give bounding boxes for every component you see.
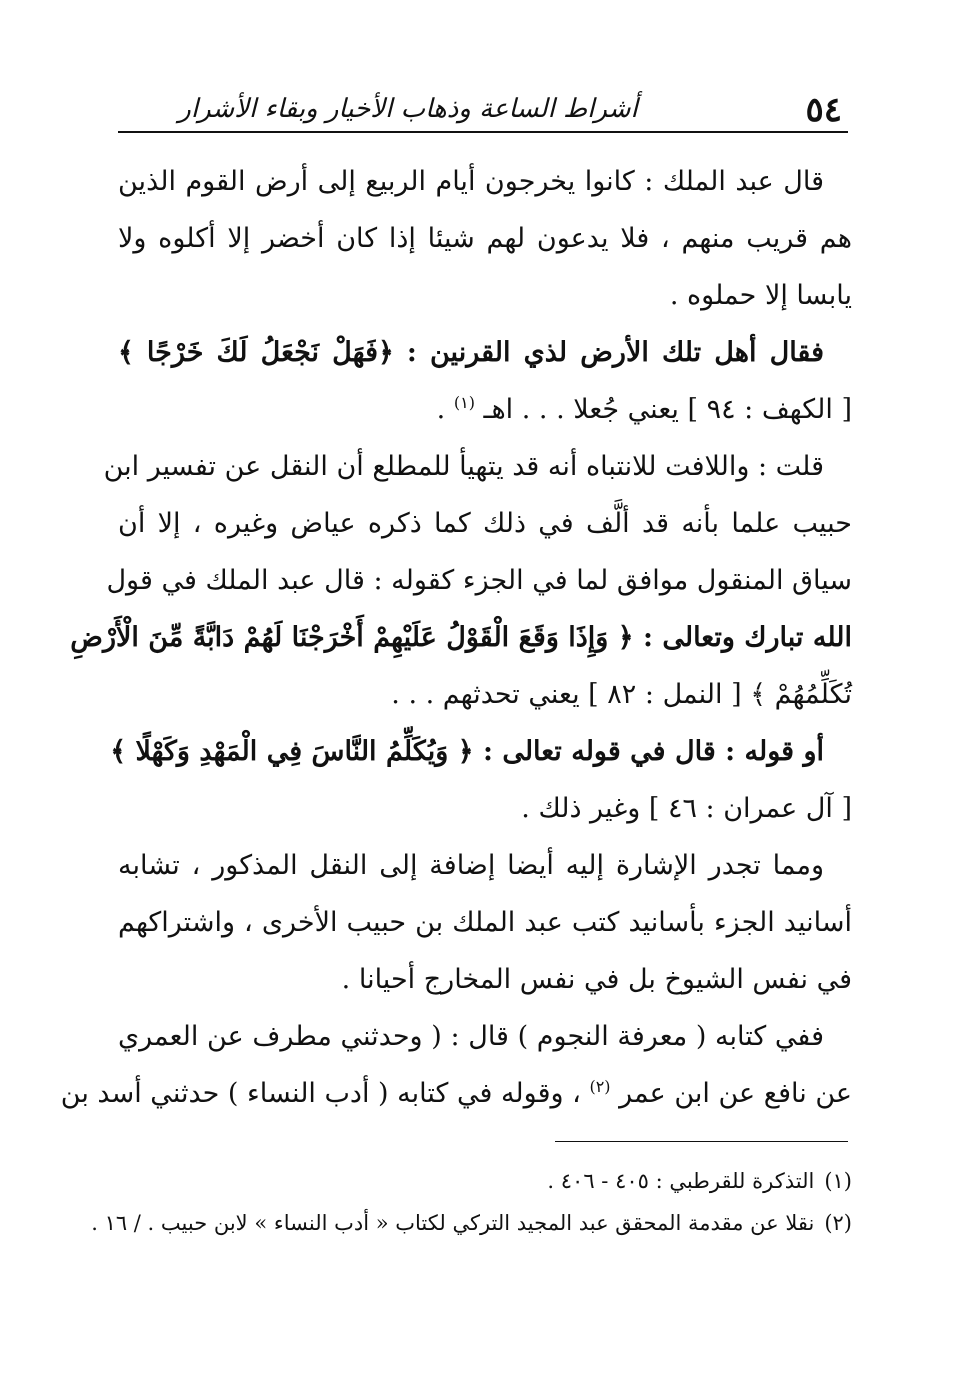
paragraph-chains bbox=[118, 837, 852, 1008]
footnote-ref-2[interactable]: (٢) bbox=[589, 1077, 611, 1096]
text-line: قلت : واللافت للانتباه أنه قد يتهيأ للمطلع أن النقل عن تفسير ابن bbox=[103, 451, 824, 482]
paragraph-dhul-qarnayn bbox=[118, 324, 852, 438]
text-line: حبيب علما بأنه قد ألَّف في ذلك كما ذكره عياض وغيره ، إلا أن bbox=[118, 508, 852, 539]
running-title: أشراط الساعة وذهاب الأخيار وبقاء الأشرار bbox=[178, 94, 638, 124]
text-line: ومما تجدر الإشارة إليه أيضا إضافة إلى النقل المذكور ، تشابه bbox=[118, 850, 824, 881]
paragraph-abdulmalik bbox=[118, 153, 852, 324]
footnote-2 bbox=[91, 1202, 852, 1244]
text-line: هم قريب منهم ، فلا يدعون لهم شيئا إذا كان أخضر إلا أكلوه ولا bbox=[118, 223, 852, 254]
text-segment: ، وقوله في كتابه ( أدب النساء ) حدثني أسد بن bbox=[60, 1078, 581, 1109]
text-line bbox=[60, 1065, 852, 1122]
footnote-text: نقلا عن مقدمة المحقق عبد المجيد التركي لكتاب « أدب النساء » لابن حبيب . / ١٦ . bbox=[91, 1211, 815, 1235]
text-line: تُكَلِّمُهُمْ ﴾ [ النمل : ٨٢ ] يعني تحدثهم . . . bbox=[391, 679, 852, 710]
text-line: قال عبد الملك : كانوا يخرجون أيام الربيع إلى أرض القوم الذين bbox=[118, 166, 824, 197]
footnotes bbox=[91, 1160, 852, 1244]
text-line: أسانيد الجزء بأسانيد كتب عبد الملك بن حبيب الأخرى ، واشتراكهم bbox=[118, 907, 852, 938]
paragraph-observation bbox=[70, 438, 852, 723]
text-line-with-verse: الله تبارك وتعالى : ﴿ وَإِذَا وَقَعَ الْقَوْلُ عَلَيْهِمْ أَخْرَجْنَا لَهُمْ دَابَّةً مِّنَ الْأَرْضِ bbox=[70, 622, 852, 653]
footnote-1 bbox=[100, 1160, 852, 1202]
text-line: يابسا إلا حملوه . bbox=[669, 280, 852, 311]
page-number: ٥٤ bbox=[805, 90, 842, 130]
paragraph-second-example bbox=[110, 723, 852, 837]
footnote-divider bbox=[555, 1141, 848, 1142]
text-segment: عن نافع عن ابن عمر bbox=[619, 1078, 852, 1109]
main-text bbox=[60, 153, 852, 1122]
text-line: في نفس الشيوخ بل في نفس المخارج أحيانا . bbox=[341, 964, 852, 995]
page-header bbox=[118, 86, 848, 130]
text-line bbox=[118, 381, 852, 438]
footnote-marker: (١) bbox=[824, 1169, 852, 1193]
end-period: . bbox=[436, 394, 446, 425]
text-line-with-verse: فقال أهل تلك الأرض لذي القرنين : ﴿فَهَلْ نَجْعَلُ لَكَ خَرْجًا ﴾ bbox=[118, 337, 824, 368]
header-divider bbox=[118, 131, 848, 133]
footnote-ref-1[interactable]: (١) bbox=[453, 393, 475, 412]
footnote-marker: (٢) bbox=[824, 1211, 852, 1235]
text-line: سياق المنقول موافق لما في الجزء كقوله : قال عبد الملك في قول bbox=[106, 565, 852, 596]
text-line: [ آل عمران : ٤٦ ] وغير ذلك . bbox=[521, 793, 852, 824]
citation-kahf: [ الكهف : ٩٤ ] يعني جُعلا . . . اهـ bbox=[483, 394, 852, 425]
text-line: ففي كتابه ( معرفة النجوم ) قال : ( وحدثني مطرف عن العمري bbox=[118, 1021, 824, 1052]
paragraph-book-example bbox=[60, 1008, 852, 1122]
text-line-with-verse: أو قوله : قال في قوله تعالى : ﴿ وَيُكَلِّمُ النَّاسَ فِي الْمَهْدِ وَكَهْلًا ﴾ bbox=[110, 736, 824, 767]
footnote-text: التذكرة للقرطبي : ٤٠٥ - ٤٠٦ . bbox=[547, 1169, 815, 1193]
